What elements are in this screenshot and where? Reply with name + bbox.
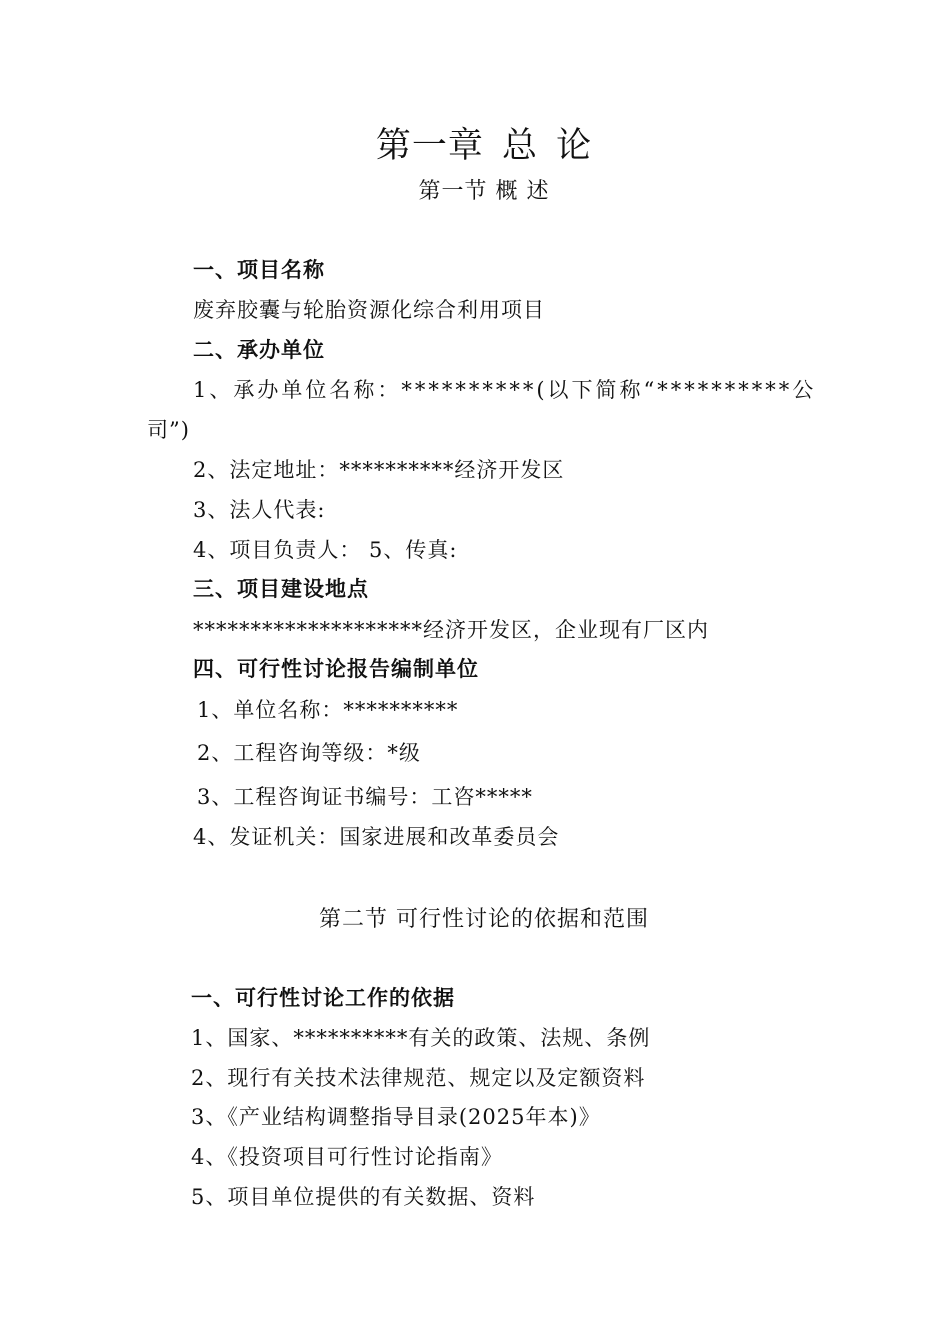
heading-site: 三、项目建设地点 — [193, 577, 369, 601]
basis-item-2: 2、现行有关技术法律规范、规定以及定额资料 — [191, 1066, 646, 1090]
basis-item-5: 5、项目单位提供的有关数据、资料 — [191, 1185, 536, 1209]
heading-sponsor: 二、承办单位 — [193, 338, 325, 362]
basis-item-4: 4、《投资项目可行性讨论指南》 — [191, 1145, 503, 1169]
sponsor-name-line-continued: 司”) — [147, 418, 190, 442]
consulting-grade-line: 2、工程咨询等级：*级 — [197, 741, 421, 765]
issuing-authority-line: 4、发证机关：国家进展和改革委员会 — [193, 825, 560, 849]
legal-representative-line: 3、法人代表: — [193, 498, 326, 522]
sponsor-name-line: 1、承办单位名称：**********(以下简称“**********公 — [193, 378, 817, 402]
certificate-number-line: 3、工程咨询证书编号：工咨***** — [197, 785, 533, 809]
site-value: ********************经济开发区，企业现有厂区内 — [193, 618, 709, 642]
chapter-title: 第一章 总 论 — [375, 126, 593, 166]
project-leader-fax-line: 4、项目负责人： 5、传真: — [193, 538, 458, 562]
section-title: 第一节 概 述 — [418, 179, 550, 204]
legal-address-line: 2、法定地址：**********经济开发区 — [193, 458, 565, 482]
heading-report-unit: 四、可行性讨论报告编制单位 — [193, 657, 479, 681]
basis-item-1: 1、国家、**********有关的政策、法规、条例 — [191, 1026, 651, 1050]
heading-basis: 一、可行性讨论工作的依据 — [191, 986, 455, 1010]
project-name-value: 废弃胶囊与轮胎资源化综合利用项目 — [193, 298, 545, 322]
section-title: 第二节 可行性讨论的依据和范围 — [319, 907, 649, 932]
unit-name-line: 1、单位名称：********** — [197, 698, 459, 722]
basis-item-3: 3、《产业结构调整指导目录(2025年本)》 — [191, 1105, 601, 1129]
heading-project-name: 一、项目名称 — [193, 258, 325, 282]
